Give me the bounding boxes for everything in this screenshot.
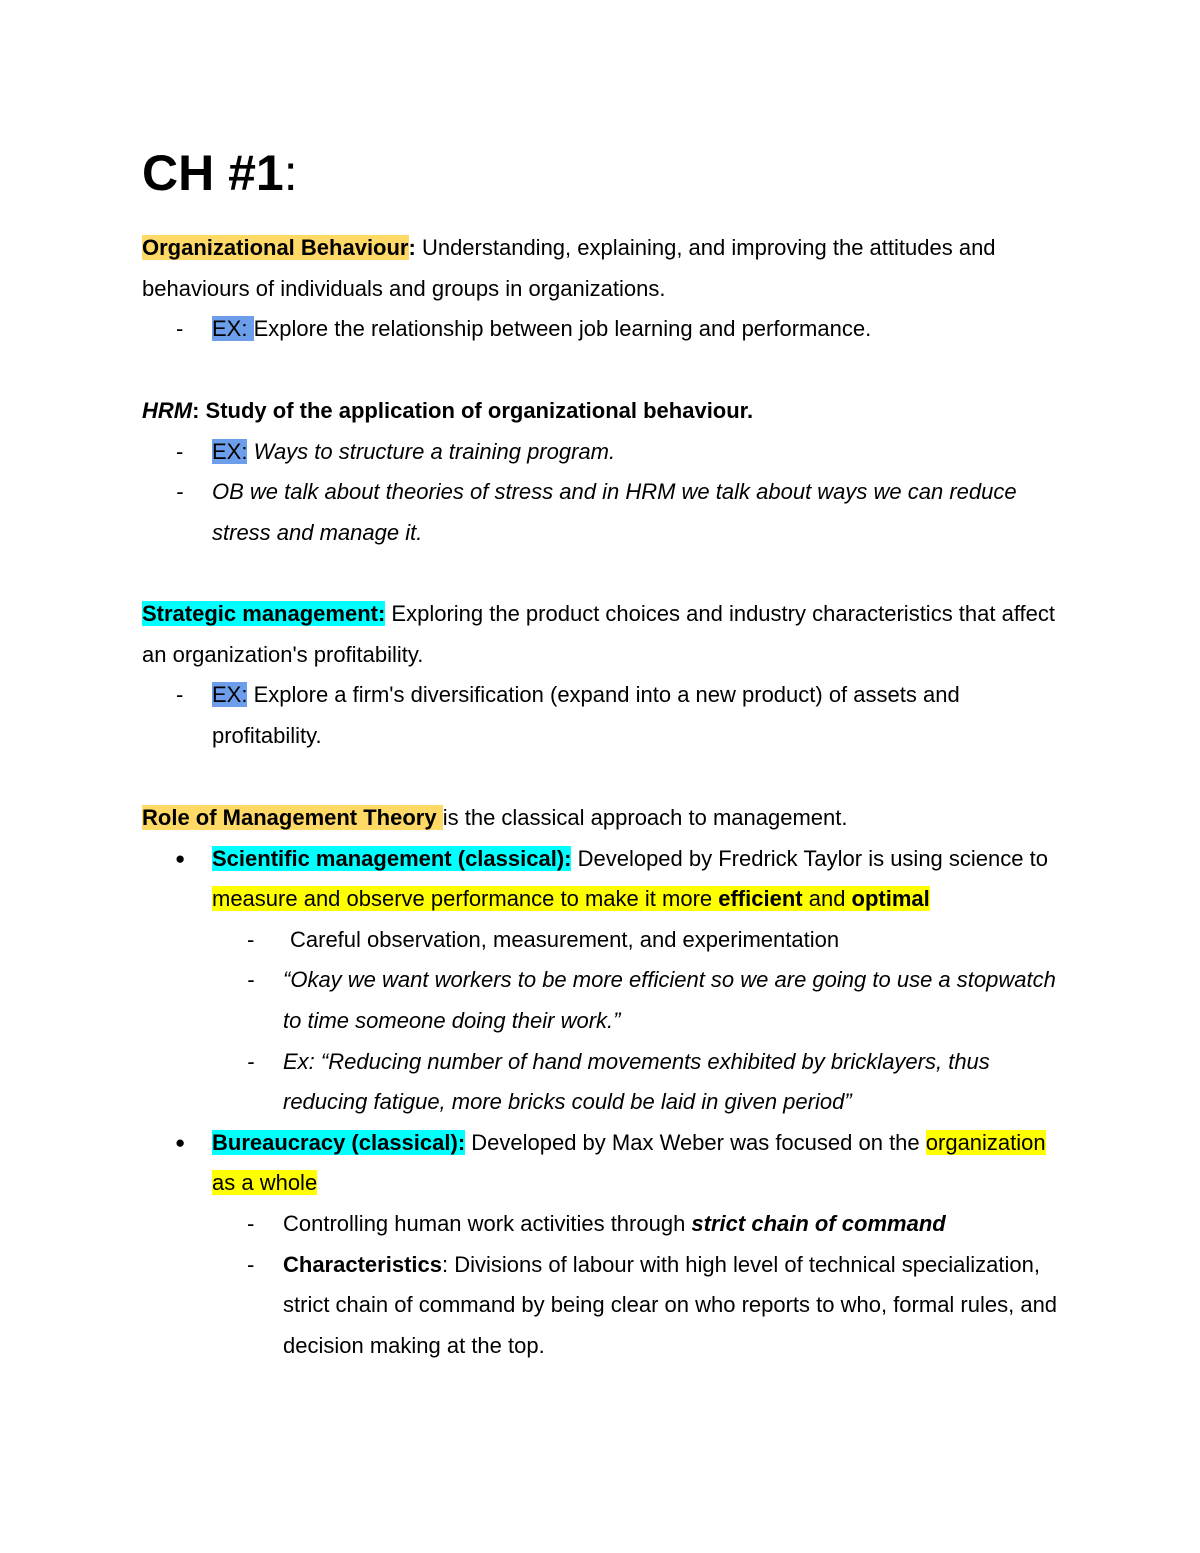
bureaucracy-term: Bureaucracy (classical): bbox=[212, 1129, 466, 1155]
scientific-text: Developed by Fredrick Taylor is using science to bbox=[571, 845, 1048, 871]
hrm-example-item bbox=[212, 432, 1072, 473]
chapter-heading-colon: : bbox=[283, 145, 298, 201]
scientific-sub-item: - Ex: “Reducing number of hand movements exhibited by bricklayers, thus reducing fatigue, more bricks could be laid in given period” bbox=[283, 1042, 1072, 1123]
ob-definition: Understanding, explaining, and improving the attitudes and behaviours of individuals and groups in organizations. bbox=[142, 235, 996, 301]
role-definition-paragraph bbox=[142, 798, 1072, 839]
bureaucracy-item bbox=[212, 1123, 1072, 1367]
strategic-example-item bbox=[212, 675, 1072, 756]
scientific-highlight bbox=[212, 886, 930, 911]
ob-example-item bbox=[212, 309, 1072, 350]
ob-term: Organizational Behaviour bbox=[142, 235, 409, 260]
bureaucracy-sub1-text: Controlling human work activities through bbox=[283, 1210, 692, 1236]
strategic-example-list bbox=[142, 675, 1072, 756]
ob-example-list bbox=[142, 309, 1072, 350]
scientific-and: and bbox=[802, 886, 852, 912]
chapter-heading-text: CH #1 bbox=[142, 145, 284, 201]
bureaucracy-sub-item bbox=[283, 1204, 1072, 1245]
bureaucracy-sub1-bold: strict chain of command bbox=[691, 1210, 946, 1236]
hrm-note-item: - OB we talk about theories of stress and in HRM we talk about ways we can reduce stress and manage it. bbox=[212, 472, 1072, 553]
bureaucracy-highlight: organization as a whole bbox=[212, 1129, 1046, 1196]
section-management-theory bbox=[142, 798, 1072, 1366]
section-hrm bbox=[142, 391, 1072, 553]
scientific-highlight-text: measure and observe performance to make it more bbox=[212, 886, 719, 912]
bureaucracy-text: Developed by Max Weber was focused on the bbox=[465, 1129, 926, 1155]
hrm-example-list bbox=[142, 432, 1072, 554]
scientific-optimal: optimal bbox=[851, 886, 930, 912]
section-strategic-management bbox=[142, 594, 1072, 756]
theory-bullet-list bbox=[142, 839, 1072, 1367]
scientific-efficient: efficient bbox=[718, 886, 803, 912]
ob-definition-paragraph bbox=[142, 228, 1072, 309]
hrm-example-text: Ways to structure a training program. bbox=[247, 438, 616, 464]
scientific-sub-text: Careful observation, measurement, and experimentation bbox=[290, 926, 840, 952]
bureaucracy-sub-item bbox=[283, 1245, 1072, 1367]
strategic-example-label: EX: bbox=[212, 682, 248, 708]
hrm-definition: : Study of the application of organizational behaviour. bbox=[192, 398, 754, 423]
hrm-term: HRM bbox=[142, 398, 193, 423]
scientific-management-item bbox=[212, 839, 1072, 1123]
strategic-term: Strategic management: bbox=[142, 601, 386, 626]
scientific-term: Scientific management (classical): bbox=[212, 845, 572, 871]
ob-example-text: Explore the relationship between job learning and performance. bbox=[253, 316, 872, 342]
strategic-definition-paragraph bbox=[142, 594, 1072, 675]
hrm-definition-paragraph bbox=[142, 391, 1072, 432]
bureaucracy-characteristics-label: Characteristics bbox=[283, 1251, 442, 1277]
scientific-sub-item bbox=[283, 920, 1072, 961]
bureaucracy-sub-list bbox=[212, 1204, 1072, 1366]
section-organizational-behaviour bbox=[142, 228, 1072, 350]
hrm-example-label: EX: bbox=[212, 438, 248, 464]
scientific-sub-list bbox=[212, 920, 1072, 1123]
ob-example-label: EX: bbox=[212, 316, 254, 342]
bureaucracy-characteristics-text: : Divisions of labour with high level of technical specialization, strict chain of command by being clear on who reports to who, formal rules, and decision making at the top. bbox=[283, 1251, 1058, 1358]
role-term: Role of Management Theory bbox=[142, 805, 443, 830]
role-definition: is the classical approach to management. bbox=[442, 805, 848, 830]
ob-term-colon: : bbox=[408, 235, 416, 260]
scientific-sub-item: - “Okay we want workers to be more efficient so we are going to use a stopwatch to time someone doing their work.” bbox=[283, 960, 1072, 1041]
strategic-definition: Exploring the product choices and industry characteristics that affect an organization's profitability. bbox=[142, 601, 1056, 667]
strategic-example-text: Explore a firm's diversification (expand into a new product) of assets and profitability. bbox=[212, 682, 960, 748]
chapter-heading bbox=[142, 138, 298, 208]
